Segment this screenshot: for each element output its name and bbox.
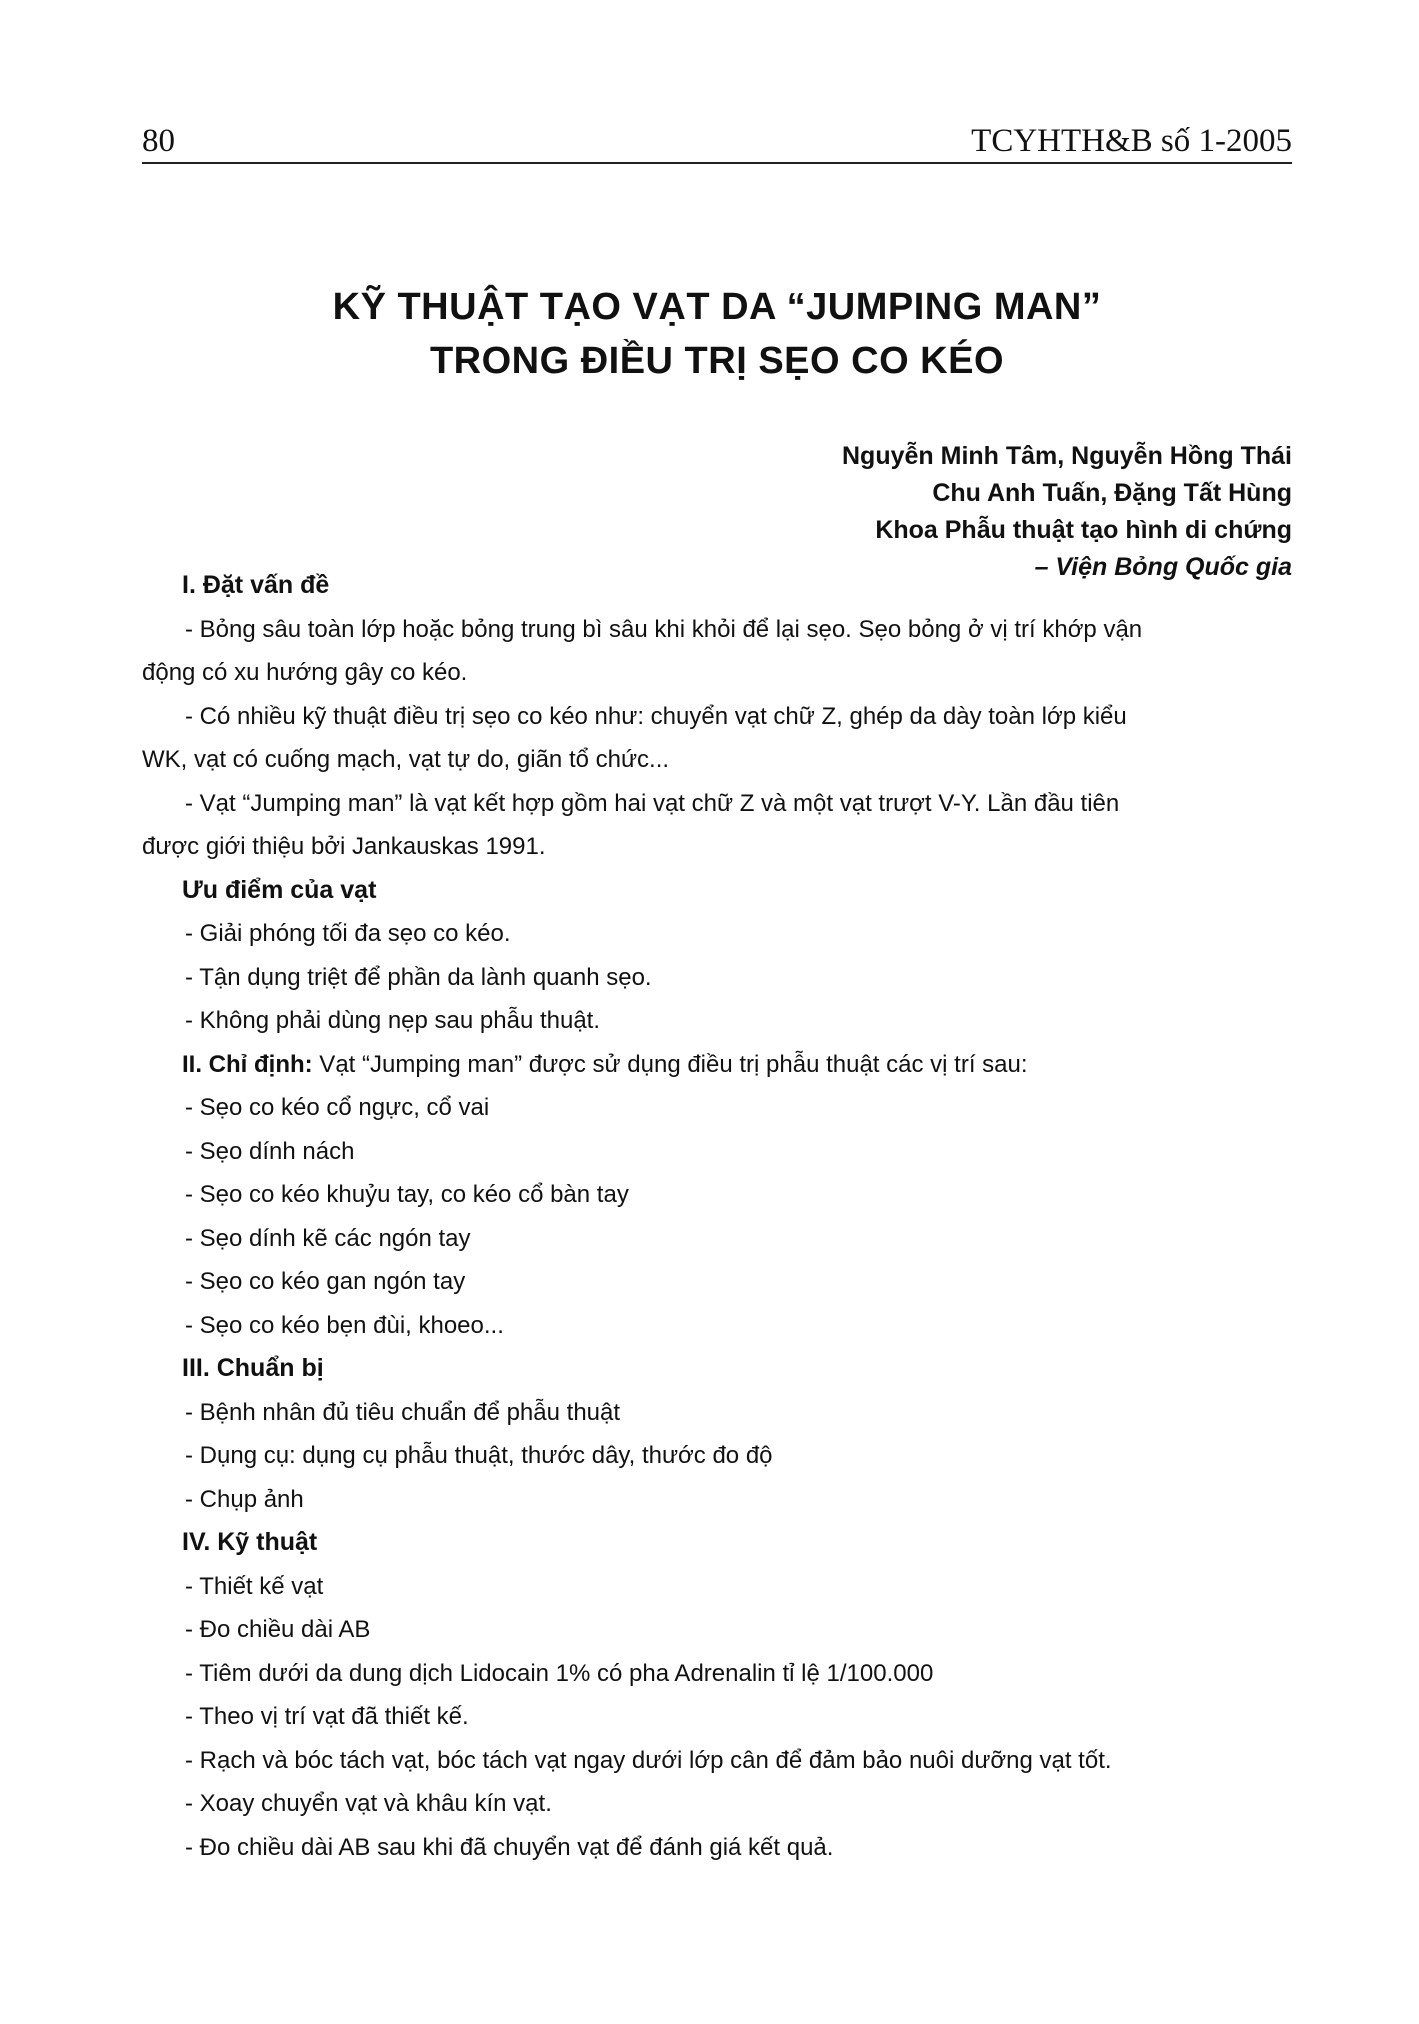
section-2-intro: Vạt “Jumping man” được sử dụng điều trị phẫu thuật các vị trí sau: [312,1050,1028,1078]
list-item: - Sẹo co kéo bẹn đùi, khoeo... [185,1311,504,1339]
list-item: - Xoay chuyển vạt và khâu kín vạt. [185,1790,552,1817]
title-line-2: TRONG ĐIỀU TRỊ SẸO CO KÉO [429,340,1005,382]
paragraph-3-line-2: được giới thiệu bởi Jankauskas 1991. [142,833,546,860]
section-heading-2: II. Chỉ định: [182,1050,313,1078]
page-number: 80 [142,123,175,159]
paragraph-2 [142,695,1292,782]
paragraph-1 [142,608,1292,695]
paragraph-2-line-2: WK, vạt có cuống mạch, vạt tự do, giãn tổ chức... [142,746,670,773]
section-2-intro-line [142,1043,1292,1087]
article-body [142,564,1292,1869]
list-item: - Đo chiều dài AB [185,1616,371,1643]
paragraph-1-line-1: - Bỏng sâu toàn lớp hoặc bỏng trung bì sâu khi khỏi để lại sẹo. Sẹo bỏng ở vị trí khớp vận [185,615,1143,643]
paragraph-1-line-2: động có xu hướng gây co kéo. [142,659,468,686]
section-heading-3: III. Chuẩn bị [182,1354,324,1382]
list-item: - Sẹo co kéo cổ ngực, cổ vai [185,1094,490,1121]
list-item: - Không phải dùng nẹp sau phẫu thuật. [185,1007,601,1034]
paragraph-3-line-1: - Vạt “Jumping man” là vạt kết hợp gồm hai vạt chữ Z và một vạt trượt V-Y. Lần đầu tiên [185,789,1120,817]
list-item: - Bệnh nhân đủ tiêu chuẩn để phẫu thuật [185,1398,621,1426]
section-heading-4: IV. Kỹ thuật [182,1528,318,1556]
department: Khoa Phẫu thuật tạo hình di chứng [875,516,1292,544]
journal-issue: TCYHTH&B số 1-2005 [971,123,1292,159]
list-item: - Dụng cụ: dụng cụ phẫu thuật, thước dây, thước đo độ [185,1442,773,1469]
list-item: - Đo chiều dài AB sau khi đã chuyển vạt để đánh giá kết quả. [185,1833,834,1861]
list-item: - Sẹo co kéo khuỷu tay, co kéo cổ bàn tay [185,1181,629,1208]
paragraph-3 [142,782,1292,869]
title-line-1: KỸ THUẬT TẠO VẠT DA “JUMPING MAN” [332,286,1102,328]
list-item: - Chụp ảnh [185,1485,304,1513]
list-item: - Sẹo co kéo gan ngón tay [185,1268,466,1295]
list-item: - Tiêm dưới da dung dịch Lidocain 1% có pha Adrenalin tỉ lệ 1/100.000 [185,1659,934,1687]
section-heading-1: I. Đặt vấn đề [182,571,330,599]
running-header [142,120,1292,164]
list-item: - Giải phóng tối đa sẹo co kéo. [185,920,511,947]
list-item: - Tận dụng triệt để phần da lành quanh sẹo. [185,963,652,991]
advantages-heading: Ưu điểm của vạt [182,875,377,904]
list-item: - Sẹo dính nách [185,1137,355,1165]
list-item: - Sẹo dính kẽ các ngón tay [185,1224,471,1252]
institute: – Viện Bỏng Quốc gia [1034,553,1292,581]
author-line-1: Nguyễn Minh Tâm, Nguyễn Hồng Thái [842,442,1292,470]
list-item: - Rạch và bóc tách vạt, bóc tách vạt ngay dưới lớp cân để đảm bảo nuôi dưỡng vạt tốt. [185,1746,1112,1774]
list-item: - Theo vị trí vạt đã thiết kế. [185,1703,469,1730]
paragraph-2-line-1: - Có nhiều kỹ thuật điều trị sẹo co kéo như: chuyển vạt chữ Z, ghép da dày toàn lớp kiểu [185,702,1127,730]
article-title [142,280,1292,388]
list-item: - Thiết kế vạt [185,1572,324,1600]
author-line-2: Chu Anh Tuấn, Đặng Tất Hùng [932,479,1292,507]
